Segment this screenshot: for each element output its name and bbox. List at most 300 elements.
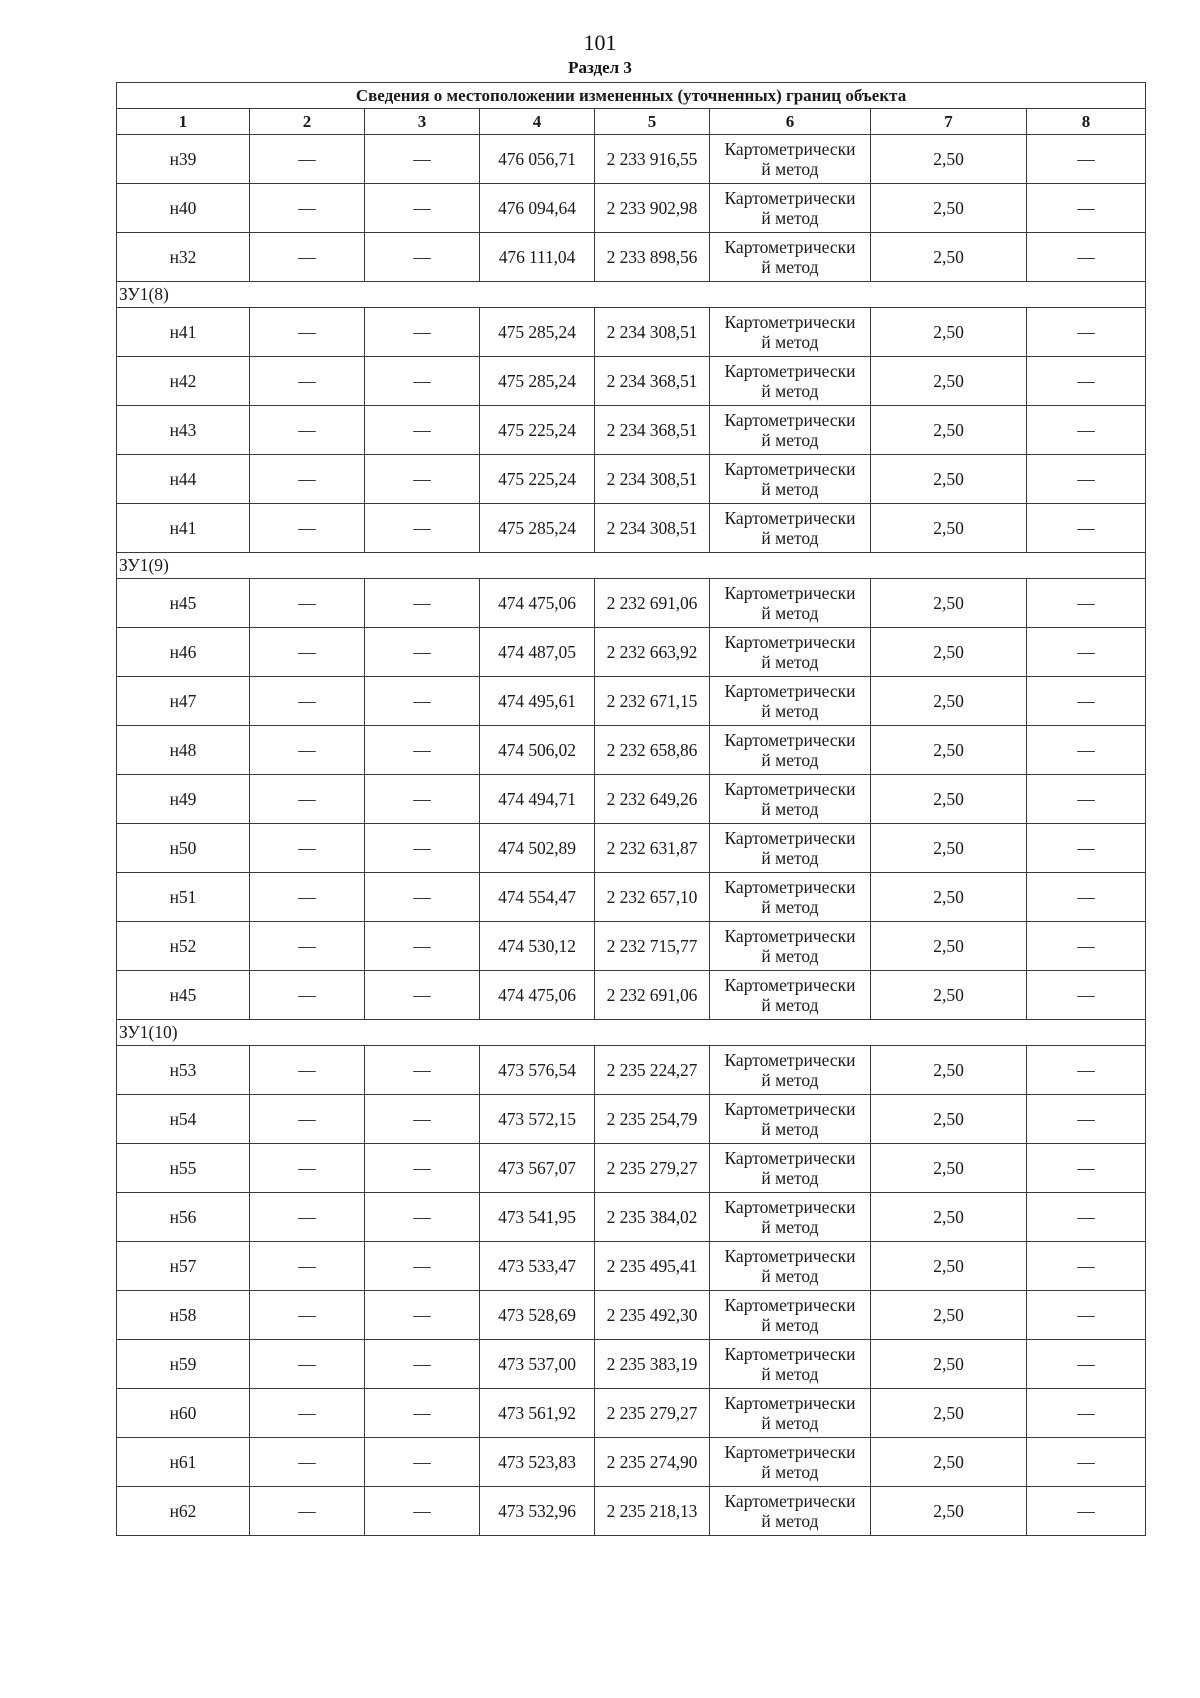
accuracy-cell: 2,50 — [871, 1291, 1027, 1340]
x-coordinate-cell: 476 094,64 — [480, 184, 595, 233]
column-3-cell: — — [365, 184, 480, 233]
accuracy-cell: 2,50 — [871, 135, 1027, 184]
column-3-cell: — — [365, 406, 480, 455]
accuracy-cell: 2,50 — [871, 873, 1027, 922]
column-8-cell: — — [1027, 406, 1146, 455]
column-2-cell: — — [250, 184, 365, 233]
column-2-cell: — — [250, 873, 365, 922]
column-8-cell: — — [1027, 455, 1146, 504]
column-number: 2 — [250, 109, 365, 135]
y-coordinate-cell: 2 232 663,92 — [595, 628, 710, 677]
accuracy-cell: 2,50 — [871, 455, 1027, 504]
point-name-cell: н48 — [117, 726, 250, 775]
table-row — [117, 135, 1146, 184]
table-row — [117, 1438, 1146, 1487]
column-number: 5 — [595, 109, 710, 135]
table-row — [117, 824, 1146, 873]
column-3-cell: — — [365, 1340, 480, 1389]
y-coordinate-cell: 2 233 902,98 — [595, 184, 710, 233]
x-coordinate-cell: 473 532,96 — [480, 1487, 595, 1536]
method-text-line-2: й метод — [761, 381, 819, 401]
accuracy-cell: 2,50 — [871, 579, 1027, 628]
x-coordinate-cell: 473 541,95 — [480, 1193, 595, 1242]
x-coordinate-cell: 474 495,61 — [480, 677, 595, 726]
accuracy-cell: 2,50 — [871, 1193, 1027, 1242]
method-cell — [710, 726, 871, 775]
method-text-line-1: Картометрически — [724, 1246, 856, 1266]
y-coordinate-cell: 2 235 495,41 — [595, 1242, 710, 1291]
group-header-row — [117, 282, 1146, 308]
y-coordinate-cell: 2 234 308,51 — [595, 455, 710, 504]
method-cell — [710, 504, 871, 553]
accuracy-cell: 2,50 — [871, 1487, 1027, 1536]
column-8-cell: — — [1027, 233, 1146, 282]
column-3-cell: — — [365, 1193, 480, 1242]
method-cell — [710, 628, 871, 677]
y-coordinate-cell: 2 233 916,55 — [595, 135, 710, 184]
column-8-cell: — — [1027, 628, 1146, 677]
column-2-cell: — — [250, 1046, 365, 1095]
x-coordinate-cell: 474 494,71 — [480, 775, 595, 824]
method-cell — [710, 1340, 871, 1389]
table-row — [117, 1242, 1146, 1291]
y-coordinate-cell: 2 232 658,86 — [595, 726, 710, 775]
point-name-cell: н46 — [117, 628, 250, 677]
method-cell — [710, 971, 871, 1020]
y-coordinate-cell: 2 235 279,27 — [595, 1144, 710, 1193]
y-coordinate-cell: 2 235 254,79 — [595, 1095, 710, 1144]
table-row — [117, 1193, 1146, 1242]
method-text-line-2: й метод — [761, 1168, 819, 1188]
accuracy-cell: 2,50 — [871, 308, 1027, 357]
point-name-cell: н41 — [117, 308, 250, 357]
table-row — [117, 1487, 1146, 1536]
x-coordinate-cell: 474 554,47 — [480, 873, 595, 922]
group-header-row — [117, 1020, 1146, 1046]
x-coordinate-cell: 473 572,15 — [480, 1095, 595, 1144]
accuracy-cell: 2,50 — [871, 1144, 1027, 1193]
method-cell — [710, 775, 871, 824]
point-name-cell: н43 — [117, 406, 250, 455]
method-text-line-2: й метод — [761, 946, 819, 966]
method-text-line-1: Картометрически — [724, 681, 856, 701]
y-coordinate-cell: 2 235 492,30 — [595, 1291, 710, 1340]
column-2-cell: — — [250, 406, 365, 455]
column-2-cell: — — [250, 1193, 365, 1242]
method-text-line-2: й метод — [761, 159, 819, 179]
x-coordinate-cell: 473 528,69 — [480, 1291, 595, 1340]
point-name-cell: н55 — [117, 1144, 250, 1193]
column-8-cell: — — [1027, 1242, 1146, 1291]
section-title: Раздел 3 — [568, 58, 632, 77]
column-2-cell: — — [250, 504, 365, 553]
method-text-line-1: Картометрически — [724, 779, 856, 799]
y-coordinate-cell: 2 233 898,56 — [595, 233, 710, 282]
table-row — [117, 1340, 1146, 1389]
x-coordinate-cell: 476 111,04 — [480, 233, 595, 282]
point-name-cell: н50 — [117, 824, 250, 873]
accuracy-cell: 2,50 — [871, 775, 1027, 824]
column-8-cell: — — [1027, 873, 1146, 922]
column-8-cell: — — [1027, 1389, 1146, 1438]
method-text-line-2: й метод — [761, 897, 819, 917]
method-text-line-1: Картометрически — [724, 508, 856, 528]
method-cell — [710, 184, 871, 233]
column-3-cell: — — [365, 971, 480, 1020]
table-row — [117, 1291, 1146, 1340]
method-text-line-1: Картометрически — [724, 1099, 856, 1119]
method-cell — [710, 308, 871, 357]
accuracy-cell: 2,50 — [871, 357, 1027, 406]
y-coordinate-cell: 2 234 308,51 — [595, 308, 710, 357]
column-3-cell: — — [365, 1095, 480, 1144]
y-coordinate-cell: 2 235 218,13 — [595, 1487, 710, 1536]
method-text-line-2: й метод — [761, 1462, 819, 1482]
column-2-cell: — — [250, 628, 365, 677]
column-2-cell: — — [250, 824, 365, 873]
method-text-line-2: й метод — [761, 1070, 819, 1090]
y-coordinate-cell: 2 232 691,06 — [595, 971, 710, 1020]
table-row — [117, 455, 1146, 504]
column-8-cell: — — [1027, 824, 1146, 873]
column-8-cell: — — [1027, 1144, 1146, 1193]
method-text-line-1: Картометрически — [724, 975, 856, 995]
column-8-cell: — — [1027, 135, 1146, 184]
y-coordinate-cell: 2 235 384,02 — [595, 1193, 710, 1242]
table-row — [117, 726, 1146, 775]
x-coordinate-cell: 474 506,02 — [480, 726, 595, 775]
point-name-cell: н54 — [117, 1095, 250, 1144]
x-coordinate-cell: 475 225,24 — [480, 455, 595, 504]
method-text-line-1: Картометрически — [724, 926, 856, 946]
x-coordinate-cell: 474 487,05 — [480, 628, 595, 677]
column-3-cell: — — [365, 1438, 480, 1487]
point-name-cell: н42 — [117, 357, 250, 406]
point-name-cell: н59 — [117, 1340, 250, 1389]
method-cell — [710, 1487, 871, 1536]
point-name-cell: н32 — [117, 233, 250, 282]
point-name-cell: н45 — [117, 971, 250, 1020]
y-coordinate-cell: 2 234 368,51 — [595, 406, 710, 455]
accuracy-cell: 2,50 — [871, 628, 1027, 677]
method-text-line-1: Картометрически — [724, 459, 856, 479]
column-3-cell: — — [365, 1242, 480, 1291]
column-8-cell: — — [1027, 1438, 1146, 1487]
table-caption: Сведения о местоположении измененных (уточненных) границ объекта — [117, 83, 1146, 109]
y-coordinate-cell: 2 232 657,10 — [595, 873, 710, 922]
x-coordinate-cell: 474 475,06 — [480, 971, 595, 1020]
y-coordinate-cell: 2 234 308,51 — [595, 504, 710, 553]
column-8-cell: — — [1027, 308, 1146, 357]
method-text-line-1: Картометрически — [724, 188, 856, 208]
method-text-line-1: Картометрически — [724, 583, 856, 603]
point-name-cell: н53 — [117, 1046, 250, 1095]
column-2-cell: — — [250, 677, 365, 726]
x-coordinate-cell: 474 530,12 — [480, 922, 595, 971]
accuracy-cell: 2,50 — [871, 1340, 1027, 1389]
column-8-cell: — — [1027, 579, 1146, 628]
column-3-cell: — — [365, 504, 480, 553]
x-coordinate-cell: 475 225,24 — [480, 406, 595, 455]
coordinates-table — [116, 82, 1146, 1536]
accuracy-cell: 2,50 — [871, 406, 1027, 455]
point-name-cell: н41 — [117, 504, 250, 553]
page-number: 101 — [583, 30, 617, 55]
column-8-cell: — — [1027, 1095, 1146, 1144]
column-8-cell: — — [1027, 1046, 1146, 1095]
column-2-cell: — — [250, 775, 365, 824]
method-text-line-2: й метод — [761, 995, 819, 1015]
accuracy-cell: 2,50 — [871, 1389, 1027, 1438]
column-2-cell: — — [250, 922, 365, 971]
method-text-line-1: Картометрически — [724, 877, 856, 897]
accuracy-cell: 2,50 — [871, 504, 1027, 553]
column-3-cell: — — [365, 1291, 480, 1340]
x-coordinate-cell: 475 285,24 — [480, 308, 595, 357]
method-text-line-2: й метод — [761, 332, 819, 352]
method-text-line-1: Картометрически — [724, 1491, 856, 1511]
table-row — [117, 357, 1146, 406]
column-2-cell: — — [250, 135, 365, 184]
column-2-cell: — — [250, 308, 365, 357]
point-name-cell: н60 — [117, 1389, 250, 1438]
column-8-cell: — — [1027, 1193, 1146, 1242]
column-2-cell: — — [250, 357, 365, 406]
x-coordinate-cell: 473 576,54 — [480, 1046, 595, 1095]
column-3-cell: — — [365, 775, 480, 824]
table-row — [117, 1144, 1146, 1193]
method-cell — [710, 579, 871, 628]
column-2-cell: — — [250, 1291, 365, 1340]
accuracy-cell: 2,50 — [871, 1242, 1027, 1291]
column-8-cell: — — [1027, 677, 1146, 726]
method-text-line-1: Картометрически — [724, 1197, 856, 1217]
method-text-line-1: Картометрически — [724, 237, 856, 257]
method-text-line-1: Картометрически — [724, 1295, 856, 1315]
method-text-line-2: й метод — [761, 848, 819, 868]
table-row — [117, 1046, 1146, 1095]
column-3-cell: — — [365, 1144, 480, 1193]
method-cell — [710, 1291, 871, 1340]
method-text-line-1: Картометрически — [724, 828, 856, 848]
method-text-line-1: Картометрически — [724, 1344, 856, 1364]
point-name-cell: н44 — [117, 455, 250, 504]
table-row — [117, 775, 1146, 824]
land-plot-label: ЗУ1(9) — [117, 553, 1146, 579]
y-coordinate-cell: 2 232 691,06 — [595, 579, 710, 628]
land-plot-label: ЗУ1(8) — [117, 282, 1146, 308]
column-8-cell: — — [1027, 1340, 1146, 1389]
method-text-line-1: Картометрически — [724, 1050, 856, 1070]
column-8-cell: — — [1027, 1487, 1146, 1536]
y-coordinate-cell: 2 232 671,15 — [595, 677, 710, 726]
method-text-line-1: Картометрически — [724, 1442, 856, 1462]
method-cell — [710, 455, 871, 504]
method-cell — [710, 1389, 871, 1438]
table-row — [117, 233, 1146, 282]
x-coordinate-cell: 474 502,89 — [480, 824, 595, 873]
y-coordinate-cell: 2 235 279,27 — [595, 1389, 710, 1438]
column-number: 6 — [710, 109, 871, 135]
column-3-cell: — — [365, 726, 480, 775]
column-3-cell: — — [365, 922, 480, 971]
column-8-cell: — — [1027, 726, 1146, 775]
column-2-cell: — — [250, 1095, 365, 1144]
point-name-cell: н61 — [117, 1438, 250, 1487]
column-2-cell: — — [250, 1389, 365, 1438]
table-caption-row — [117, 83, 1146, 109]
method-cell — [710, 677, 871, 726]
table-row — [117, 971, 1146, 1020]
column-2-cell: — — [250, 726, 365, 775]
table-row — [117, 1095, 1146, 1144]
x-coordinate-cell: 473 523,83 — [480, 1438, 595, 1487]
method-text-line-2: й метод — [761, 1266, 819, 1286]
column-8-cell: — — [1027, 504, 1146, 553]
column-number: 3 — [365, 109, 480, 135]
method-text-line-1: Картометрически — [724, 1148, 856, 1168]
column-3-cell: — — [365, 628, 480, 677]
column-3-cell: — — [365, 677, 480, 726]
x-coordinate-cell: 473 567,07 — [480, 1144, 595, 1193]
method-text-line-2: й метод — [761, 208, 819, 228]
method-cell — [710, 1242, 871, 1291]
point-name-cell: н45 — [117, 579, 250, 628]
accuracy-cell: 2,50 — [871, 677, 1027, 726]
table-row — [117, 579, 1146, 628]
x-coordinate-cell: 473 561,92 — [480, 1389, 595, 1438]
point-name-cell: н49 — [117, 775, 250, 824]
accuracy-cell: 2,50 — [871, 1046, 1027, 1095]
y-coordinate-cell: 2 235 224,27 — [595, 1046, 710, 1095]
method-cell — [710, 873, 871, 922]
table-row — [117, 922, 1146, 971]
column-8-cell: — — [1027, 971, 1146, 1020]
point-name-cell: н57 — [117, 1242, 250, 1291]
method-text-line-2: й метод — [761, 1364, 819, 1384]
x-coordinate-cell: 473 533,47 — [480, 1242, 595, 1291]
point-name-cell: н58 — [117, 1291, 250, 1340]
accuracy-cell: 2,50 — [871, 233, 1027, 282]
accuracy-cell: 2,50 — [871, 824, 1027, 873]
column-3-cell: — — [365, 135, 480, 184]
table-row — [117, 1389, 1146, 1438]
method-cell — [710, 1193, 871, 1242]
method-cell — [710, 1046, 871, 1095]
column-3-cell: — — [365, 1046, 480, 1095]
table-row — [117, 504, 1146, 553]
y-coordinate-cell: 2 235 274,90 — [595, 1438, 710, 1487]
column-3-cell: — — [365, 1487, 480, 1536]
accuracy-cell: 2,50 — [871, 726, 1027, 775]
x-coordinate-cell: 475 285,24 — [480, 504, 595, 553]
y-coordinate-cell: 2 232 715,77 — [595, 922, 710, 971]
method-text-line-1: Картометрически — [724, 632, 856, 652]
x-coordinate-cell: 476 056,71 — [480, 135, 595, 184]
column-8-cell: — — [1027, 184, 1146, 233]
column-number: 1 — [117, 109, 250, 135]
group-header-row — [117, 553, 1146, 579]
method-text-line-2: й метод — [761, 1217, 819, 1237]
x-coordinate-cell: 474 475,06 — [480, 579, 595, 628]
column-3-cell: — — [365, 873, 480, 922]
column-number: 7 — [871, 109, 1027, 135]
column-2-cell: — — [250, 1438, 365, 1487]
y-coordinate-cell: 2 232 649,26 — [595, 775, 710, 824]
column-2-cell: — — [250, 1487, 365, 1536]
table-row — [117, 184, 1146, 233]
point-name-cell: н52 — [117, 922, 250, 971]
accuracy-cell: 2,50 — [871, 971, 1027, 1020]
column-2-cell: — — [250, 1144, 365, 1193]
method-cell — [710, 922, 871, 971]
table-row — [117, 873, 1146, 922]
table-row — [117, 628, 1146, 677]
x-coordinate-cell: 475 285,24 — [480, 357, 595, 406]
column-3-cell: — — [365, 233, 480, 282]
table-row — [117, 406, 1146, 455]
column-3-cell: — — [365, 455, 480, 504]
accuracy-cell: 2,50 — [871, 184, 1027, 233]
method-text-line-1: Картометрически — [724, 730, 856, 750]
point-name-cell: н39 — [117, 135, 250, 184]
method-text-line-2: й метод — [761, 1315, 819, 1335]
method-text-line-2: й метод — [761, 1413, 819, 1433]
point-name-cell: н51 — [117, 873, 250, 922]
method-text-line-2: й метод — [761, 430, 819, 450]
method-text-line-1: Картометрически — [724, 1393, 856, 1413]
column-3-cell: — — [365, 824, 480, 873]
column-3-cell: — — [365, 308, 480, 357]
accuracy-cell: 2,50 — [871, 1095, 1027, 1144]
method-cell — [710, 1438, 871, 1487]
method-cell — [710, 1144, 871, 1193]
y-coordinate-cell: 2 234 368,51 — [595, 357, 710, 406]
column-2-cell: — — [250, 1242, 365, 1291]
column-8-cell: — — [1027, 775, 1146, 824]
method-text-line-1: Картометрически — [724, 139, 856, 159]
method-text-line-2: й метод — [761, 652, 819, 672]
method-text-line-2: й метод — [761, 750, 819, 770]
point-name-cell: н62 — [117, 1487, 250, 1536]
method-cell — [710, 233, 871, 282]
column-8-cell: — — [1027, 922, 1146, 971]
accuracy-cell: 2,50 — [871, 922, 1027, 971]
column-2-cell: — — [250, 233, 365, 282]
y-coordinate-cell: 2 232 631,87 — [595, 824, 710, 873]
table-body — [117, 83, 1146, 1536]
method-text-line-2: й метод — [761, 528, 819, 548]
method-text-line-2: й метод — [761, 603, 819, 623]
x-coordinate-cell: 473 537,00 — [480, 1340, 595, 1389]
column-3-cell: — — [365, 579, 480, 628]
method-text-line-2: й метод — [761, 1119, 819, 1139]
table-row — [117, 677, 1146, 726]
method-text-line-1: Картометрически — [724, 361, 856, 381]
column-3-cell: — — [365, 357, 480, 406]
method-cell — [710, 135, 871, 184]
land-plot-label: ЗУ1(10) — [117, 1020, 1146, 1046]
y-coordinate-cell: 2 235 383,19 — [595, 1340, 710, 1389]
method-text-line-2: й метод — [761, 1511, 819, 1531]
column-number-row — [117, 109, 1146, 135]
method-text-line-2: й метод — [761, 701, 819, 721]
method-cell — [710, 357, 871, 406]
method-text-line-2: й метод — [761, 799, 819, 819]
column-number: 4 — [480, 109, 595, 135]
column-2-cell: — — [250, 971, 365, 1020]
column-number: 8 — [1027, 109, 1146, 135]
